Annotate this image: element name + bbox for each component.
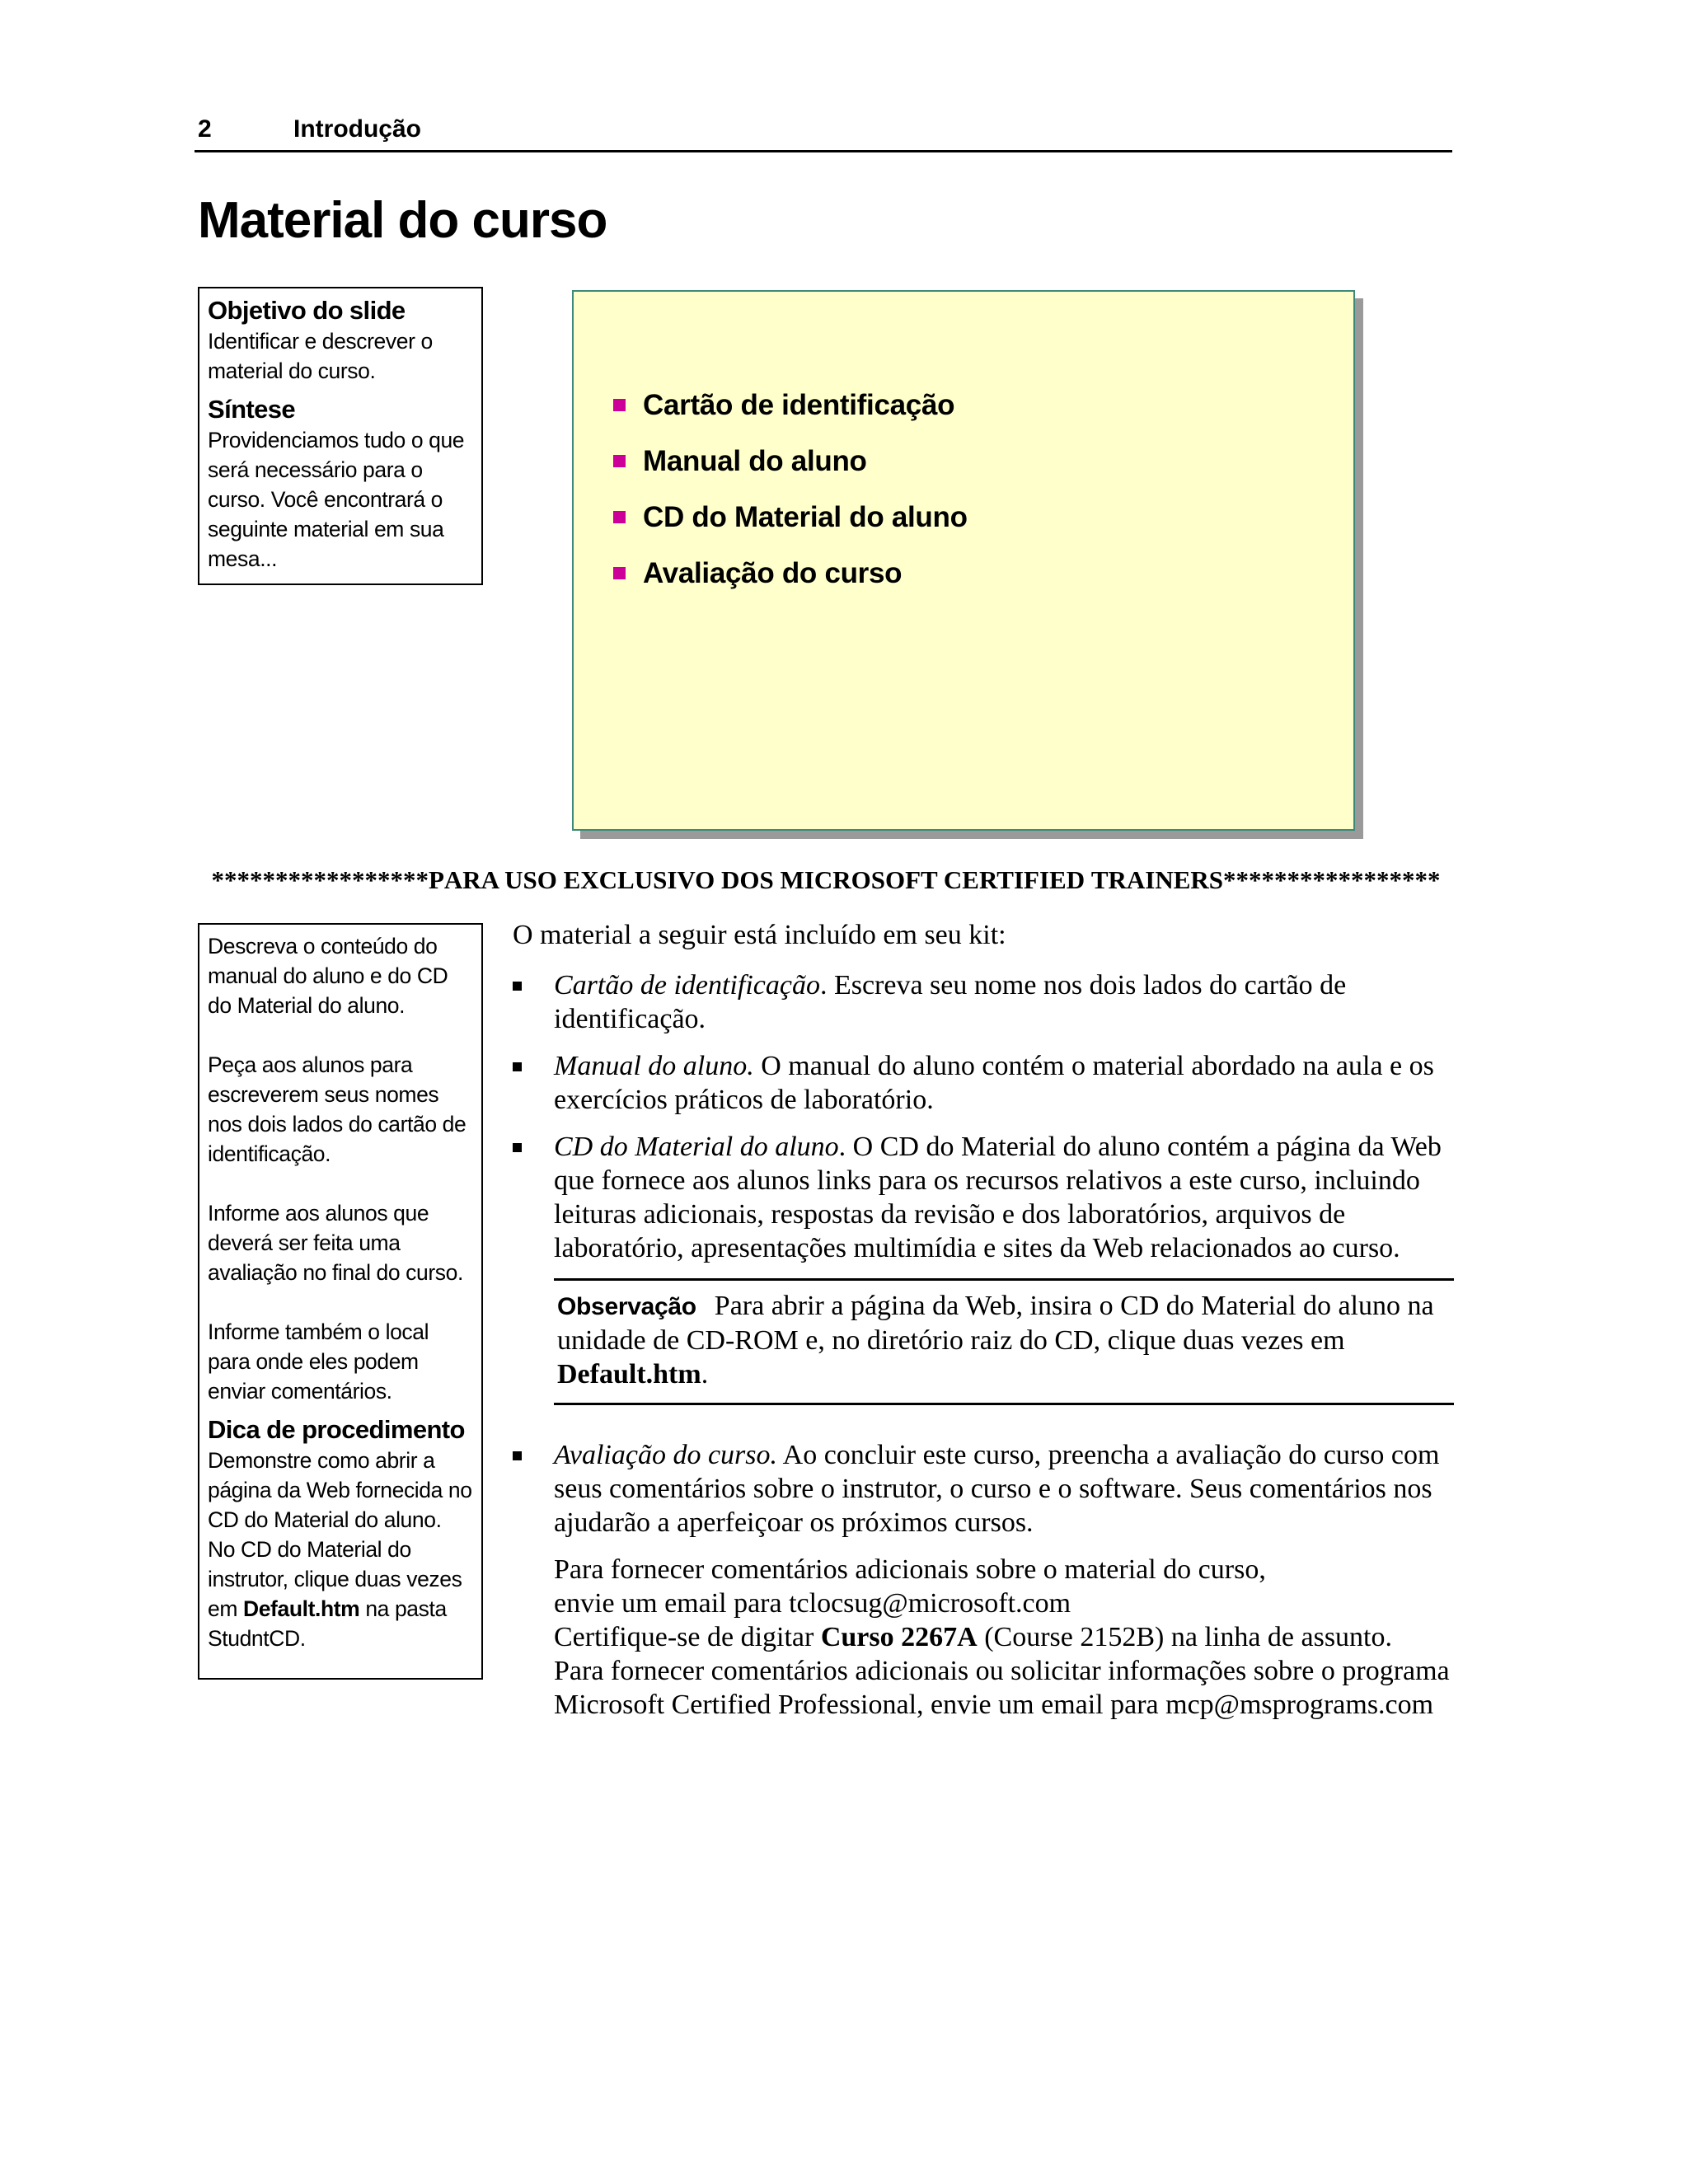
slide-bullet-list: [613, 377, 968, 602]
bullet-square-icon: [613, 511, 626, 523]
objective-text: Identificar e descrever o material do curso.: [208, 329, 433, 383]
tip-heading: Dica de procedimento: [208, 1415, 465, 1444]
intro-line: O material a seguir está incluído em seu kit:: [513, 920, 1006, 950]
bullet-square-icon: [513, 1451, 522, 1460]
page-title: Material do curso: [198, 192, 607, 249]
bullet-square-icon: [613, 399, 626, 411]
main-text: [513, 918, 1454, 1722]
slide-bullet: Manual do aluno: [613, 434, 968, 490]
feedback-paragraph: Para fornecer comentários adicionais ou solicitar informações sobre o programa Microsoft Certified Professional, envie um email para mcp@msprograms.com: [554, 1656, 1450, 1720]
summary-heading: Síntese: [208, 395, 296, 424]
note-paragraph: Informe aos alunos que deverá ser feita uma avaliação no final do curso.: [208, 1201, 463, 1285]
page-number: 2: [198, 115, 212, 143]
bullet-square-icon: [613, 455, 626, 467]
list-item: CD do Material do aluno. O CD do Material do aluno contém a página da Web que fornece aos alunos links para os recursos relativos a este curso, incluindo leituras adicionais, respostas da revisão e dos laboratórios, arquivos de laboratório, apresentações multimídia e sites da Web relacionados ao curso.: [513, 1130, 1454, 1265]
note-box: Observação Para abrir a página da Web, insira o CD do Material do aluno na unidade de CD-ROM e, no diretório raiz do CD, clique duas vezes em Default.htm.: [554, 1278, 1454, 1405]
feedback-paragraph: Para fornecer comentários adicionais sobre o material do curso, envie um email para tclocsug@microsoft.com Certifique-se de digitar Curso 2267A (Course 2152B) na linha de assunto.: [554, 1554, 1392, 1652]
chapter-title: Introdução: [293, 115, 421, 143]
bullet-square-icon: [513, 982, 522, 991]
bullet-square-icon: [613, 567, 626, 579]
list-item: Manual do aluno. O manual do aluno contém o material abordado na aula e os exercícios práticos de laboratório.: [513, 1049, 1454, 1117]
list-item: Cartão de identificação. Escreva seu nome nos dois lados do cartão de identificação.: [513, 968, 1454, 1036]
list-item: Avaliação do curso. Ao concluir este curso, preencha a avaliação do curso com seus comentários sobre o instrutor, o curso e o software. Seus comentários nos ajudarão a aperfeiçoar os próximos cursos.: [513, 1438, 1454, 1540]
tip-text: Demonstre como abrir a página da Web fornecida no CD do Material do aluno. No CD do Material do instrutor, clique duas vezes em Default.htm na pasta StudntCD.: [208, 1448, 472, 1651]
note-paragraph: Descreva o conteúdo do manual do aluno e do CD do Material do aluno.: [208, 934, 448, 1018]
summary-text: Providenciamos tudo o que será necessário para o curso. Você encontrará o seguinte material em sua mesa...: [208, 428, 465, 571]
objective-heading: Objetivo do slide: [208, 296, 406, 325]
slide-bullet: CD do Material do aluno: [613, 490, 968, 546]
bullet-square-icon: [513, 1143, 522, 1152]
header-rule: [195, 150, 1452, 152]
slide-bullet: Cartão de identificação: [613, 377, 968, 434]
note-paragraph: Informe também o local para onde eles podem enviar comentários.: [208, 1319, 429, 1404]
slide-objective-box: [198, 287, 483, 585]
bullet-square-icon: [513, 1062, 522, 1071]
slide-bullet: Avaliação do curso: [613, 546, 968, 602]
instructor-notes-box: [198, 923, 483, 1680]
slide-image: [572, 290, 1355, 831]
trainer-banner: *****************PARA USO EXCLUSIVO DOS MICROSOFT CERTIFIED TRAINERS*****************: [211, 865, 1441, 894]
note-label: Observação: [557, 1293, 696, 1320]
page-header: [198, 112, 1451, 152]
note-paragraph: Peça aos alunos para escreverem seus nomes nos dois lados do cartão de identificação.: [208, 1052, 467, 1166]
